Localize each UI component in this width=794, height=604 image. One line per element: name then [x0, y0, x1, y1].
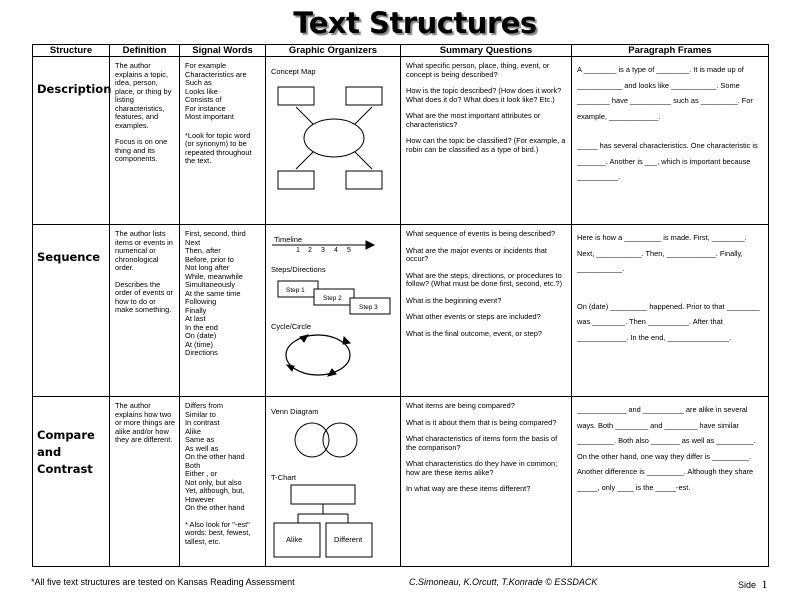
signal-word: Next — [185, 237, 201, 247]
signal-words-compare-contrast — [180, 397, 266, 567]
summary-question: What is the beginning event? — [406, 295, 502, 305]
summary-question: What characteristics do they have in common; how are these items alike? — [406, 459, 558, 477]
tchart-right-label: Different — [334, 535, 363, 544]
sequence-row — [33, 225, 769, 397]
signal-word: At last — [185, 314, 206, 323]
signal-words-sequence — [180, 225, 266, 397]
signal-word: For instance — [185, 103, 226, 113]
definition-text: The author lists items or events in numerical or chronological order. — [115, 229, 173, 272]
concept-map-label: Concept Map — [271, 67, 316, 76]
text-structures-table — [32, 44, 769, 567]
signal-word: Same as — [185, 435, 215, 444]
signal-word: Directions — [185, 348, 218, 357]
header-row — [33, 45, 769, 57]
signal-word: Either , or — [185, 469, 218, 478]
definition-text: The author explains how two or more things are alike and/or how they are different. — [115, 401, 175, 444]
step-label: Step 3 — [359, 304, 378, 311]
signal-word: Then, after — [185, 246, 221, 255]
signal-word: Both — [185, 460, 201, 470]
signal-word: Not only, but also — [185, 477, 242, 487]
header-graphic-organizers: Graphic Organizers — [266, 45, 401, 57]
signal-word: Differs from — [185, 401, 224, 410]
definition-text: Describes the order of events or how to do or make something. — [115, 279, 173, 314]
signal-word: First, second, third — [185, 229, 246, 238]
definition-sequence — [110, 225, 180, 397]
signal-word: Characteristics are — [185, 69, 247, 79]
signal-word: For example — [185, 61, 227, 70]
timeline-tick: 1 — [296, 247, 300, 254]
summary-question: In what way are these items different? — [406, 484, 531, 493]
definition-text: The author explains a topic, idea, person, place, or thing by listing characteristics, features, and examples. — [115, 61, 172, 130]
signal-word: As well as — [185, 443, 219, 453]
tchart-label: T-Chart — [271, 473, 297, 482]
paragraph-frame: On (date) _________ happened. Prior to that ________ was ________. Then __________. After that ____________. In the end, _______________. — [577, 301, 760, 342]
signal-word: In the end — [185, 322, 218, 332]
description-row — [33, 57, 769, 225]
header-definition: Definition — [110, 45, 180, 57]
signal-word: However — [185, 494, 215, 504]
concept-map-diagram — [266, 57, 400, 223]
paragraph-frame: A ________ is a type of ________. It is made up of ___________ and looks like ___________. Some ________ have __________ such as _________. For example, ____________. — [577, 65, 753, 121]
timeline-tick: 2 — [308, 247, 312, 254]
header-paragraph-frames: Paragraph Frames — [572, 45, 769, 57]
signal-words-description — [180, 57, 266, 225]
organizer-compare-contrast — [266, 397, 401, 567]
signal-word: On the other hand — [185, 503, 245, 512]
signal-word: Yet, although, but, — [185, 486, 245, 495]
definition-compare-contrast — [110, 397, 180, 567]
steps-label: Steps/Directions — [271, 265, 326, 274]
structure-description: Description — [33, 57, 110, 225]
frames-sequence — [572, 225, 769, 397]
frames-compare-contrast — [572, 397, 769, 567]
compare-contrast-row — [33, 397, 769, 567]
side-label: Side — [738, 580, 757, 590]
side-number: 1 — [761, 577, 768, 591]
page-title: Text Structures — [293, 6, 537, 40]
footer-note: *All five text structures are tested on Kansas Reading Assessment — [31, 577, 295, 587]
questions-sequence — [401, 225, 572, 397]
timeline-tick: 3 — [321, 247, 325, 254]
paragraph-frame: ____________ and __________ are alike in several ways. Both ________ and ________ have similar _________. Both also _______ as well as _________. On the other hand, one way they differ is _________. Another difference is _________. Although they share _____, only ____ is the _____-est. — [577, 405, 756, 492]
step-label: Step 1 — [286, 287, 305, 294]
signal-word: Not long after — [185, 263, 230, 272]
signal-word: On (date) — [185, 331, 217, 340]
summary-question: What sequence of events is being described? — [406, 229, 556, 238]
summary-question: What other events or steps are included? — [406, 312, 541, 321]
signal-note: * Also look for "-est" words: best, fewest, tallest, etc. — [185, 519, 251, 546]
summary-question: What characteristics of items form the basis of the comparison? — [406, 434, 558, 452]
signal-word: Looks like — [185, 86, 218, 96]
header-structure: Structure — [33, 45, 110, 57]
structure-sequence: Sequence — [33, 225, 110, 397]
signal-word: Alike — [185, 426, 202, 436]
signal-word: At (time) — [185, 339, 213, 349]
summary-question: What specific person, place, thing, event, or concept is being described? — [406, 61, 550, 79]
signal-word: On the other hand — [185, 452, 245, 461]
footer-side — [738, 577, 768, 592]
summary-question: How is the topic described? (How does it work? What does it do? What does it look like? Etc.) — [406, 86, 562, 104]
signal-word: Consists of — [185, 95, 222, 104]
sequence-diagrams — [266, 225, 400, 395]
signal-word: Simultaneously — [185, 280, 236, 289]
compare-diagrams — [266, 397, 400, 563]
timeline-tick: 4 — [334, 247, 338, 254]
step-label: Step 2 — [323, 295, 342, 302]
signal-word: In contrast — [185, 418, 220, 427]
summary-question: What are the steps, directions, or procedures to follow? (What must be done first, second, etc.?) — [406, 270, 563, 288]
tchart-left-label: Alike — [286, 535, 303, 544]
summary-question: What are the most important attributes or characteristics? — [406, 111, 541, 129]
summary-question: How can the topic be classified? (For example, a robin can be classified as a type of bird.) — [406, 136, 566, 154]
signal-note: *Look for topic word (or synonym) to be repeated throughout the text. — [185, 130, 252, 165]
signal-word: Such as — [185, 78, 212, 87]
paragraph-frame: Here is how a _________ is made. First, ________. Next, ___________. Then, ____________. Finally, ___________. — [577, 233, 747, 273]
footer-credits: C.Simoneau, K.Orcutt, T.Konrade © ESSDACK — [409, 577, 598, 587]
definition-text: Focus is on one thing and its components. — [115, 137, 168, 163]
signal-word: Finally — [185, 305, 207, 315]
definition-description — [110, 57, 180, 225]
signal-word: Most important — [185, 112, 234, 121]
organizer-sequence — [266, 225, 401, 397]
signal-word: Similar to — [185, 409, 216, 419]
timeline-tick: 5 — [347, 247, 351, 254]
cycle-label: Cycle/Circle — [271, 322, 312, 331]
summary-question: What items are being compared? — [406, 401, 515, 410]
frames-description — [572, 57, 769, 225]
questions-compare-contrast — [401, 397, 572, 567]
structure-compare-contrast: Compare and Contrast — [33, 397, 110, 567]
summary-question: What is it about them that is being compared? — [406, 417, 557, 427]
summary-question: What is the final outcome, event, or step? — [406, 328, 542, 338]
timeline-label: Timeline — [274, 235, 303, 244]
questions-description — [401, 57, 572, 225]
signal-word: Before, prior to — [185, 254, 234, 264]
paragraph-frame: _____ has several characteristics. One characteristic is _______. Another is ___, which is important because __________. — [577, 141, 758, 181]
signal-word: Following — [185, 297, 217, 306]
timeline-ticks — [296, 247, 351, 254]
header-signal-words: Signal Words — [180, 45, 266, 57]
signal-word: At the same time — [185, 288, 241, 298]
signal-word: While, meanwhile — [185, 271, 243, 281]
organizer-description — [266, 57, 401, 225]
summary-question: What are the major events or incidents that occur? — [406, 245, 547, 263]
venn-label: Venn Diagram — [271, 407, 319, 416]
header-summary-questions: Summary Questions — [401, 45, 572, 57]
